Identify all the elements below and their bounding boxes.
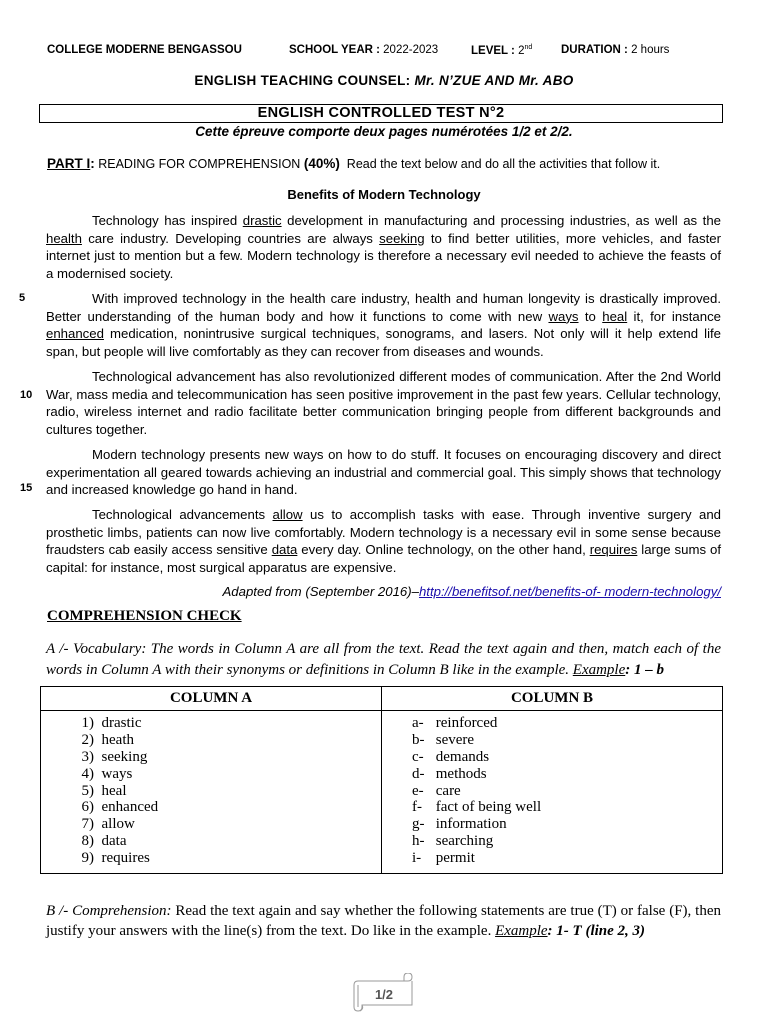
list-item: b- severe [412,731,475,748]
page-number-badge [350,973,418,1013]
list-item: a- reinforced [412,715,498,731]
list-item: 9) requires [81,850,150,867]
column-b-cell [382,711,723,874]
source-credit: Adapted from (September 2016)–http://benefitsof.net/benefits-of- modern-technology/ [222,584,721,599]
page-number: 1/2 [374,987,394,1002]
line-number-15: 15 [20,482,33,494]
section-b-instructions: B /- Comprehension: Read the text again and say whether the following statements are true (T) or false (F), then justify your answers with the line(s) from the text. Do like in the example. Example: 1- T (line 2, 3) [46,903,721,939]
list-item: f- fact of being well [412,799,542,816]
line-number-5: 5 [19,292,26,304]
paragraph-2: With improved technology in the health care industry, health and human longevity is drastically improved. Better understanding of the human body and how it functions to come with new ways to heal it, for instance enhanced medication, nonintrusive surgical techniques, sonograms, and lasers. Not only will it help extend life span, but people will live comfortably as they can recover from diseases and wounds. [46,291,722,359]
teaching-counsel: ENGLISH TEACHING COUNSEL: Mr. N’ZUE AND Mr. ABO [194,73,574,88]
comprehension-check-heading: COMPREHENSION CHECK [47,608,242,624]
list-item: g- information [412,816,507,833]
test-title: ENGLISH CONTROLLED TEST N°2 [39,104,723,123]
list-item: e- care [412,782,461,799]
line-number-10: 10 [20,389,33,401]
list-item: 3) seeking [81,748,148,765]
list-item: 5) heal [81,782,127,799]
paragraph-1: Technology has inspired drastic development in manufacturing and processing industries, as well as the health care industry. Developing countries are always seeking to find better utilities, more vehicles, and faster internet just to mention but a few. Modern technology is therefore a necessary evil needed to achieve the feasts of a modernised society. [46,213,721,281]
list-item: i- permit [412,850,475,867]
list-item: h- searching [412,833,494,850]
list-item: 1) drastic [81,715,142,731]
paragraph-4: Modern technology presents new ways on how to do stuff. It focuses on encouraging discovery and direct experimentation all geared towards achieving an industrial and commercial goal. This simply shows that technology and increased knowledge go hand in hand. [46,447,721,498]
reading-text-title: Benefits of Modern Technology [287,187,481,202]
test-subtitle: Cette épreuve comporte deux pages numérotées 1/2 et 2/2. [195,124,573,139]
list-item: 8) data [81,833,127,850]
column-b-list [382,715,722,867]
column-a-list [41,715,381,867]
part1-heading: PART I: READING FOR COMPREHENSION (40%) Read the text below and do all the activities that follow it. [47,156,661,171]
column-a-cell [41,711,382,874]
list-item: 2) heath [81,731,134,748]
list-item: 4) ways [81,765,133,782]
counsel-names: Mr. N’ZUE AND Mr. ABO [414,73,574,88]
column-b-header: COLUMN B [382,687,723,711]
section-a-instructions: A /- Vocabulary: The words in Column A are all from the text. Read the text again and then, match each of the words in Column A with their synonyms or definitions in Column B like in the example. Example: 1 – b [46,641,722,678]
column-a-header: COLUMN A [41,687,382,711]
source-link[interactable]: http://benefitsof.net/benefits-of- modern-technology/ [418,584,721,599]
list-item: 7) allow [81,816,135,833]
list-item: c- demands [412,748,490,765]
matching-table [40,686,723,874]
school-year: SCHOOL YEAR : 2022-2023 [289,44,439,56]
duration: DURATION : 2 hours [561,44,670,56]
list-item: d- methods [412,765,487,782]
college-name: COLLEGE MODERNE BENGASSOU [47,44,242,56]
list-item: 6) enhanced [81,799,159,816]
level: LEVEL : 2nd [471,44,533,57]
paragraph-3: Technological advancement has also revolutionized different modes of communication. After the 2nd World War, mass media and telecommunication has seen positive improvement in the past few years. Cellular technology, radio, wireless internet and radio facilitate better communication bringing people from different backgrounds and cultures together. [46,369,721,437]
paragraph-5: Technological advancements allow us to accomplish tasks with ease. Through inventive surgery and prosthetic limbs, patients can now live comfortably. Modern technology is a necessary evil in some sense because fraudsters cab easily access sensitive data every day. Online technology, on the other hand, requires large sums of capital: for instance, most surgical apparatus are expensive. [46,507,721,575]
